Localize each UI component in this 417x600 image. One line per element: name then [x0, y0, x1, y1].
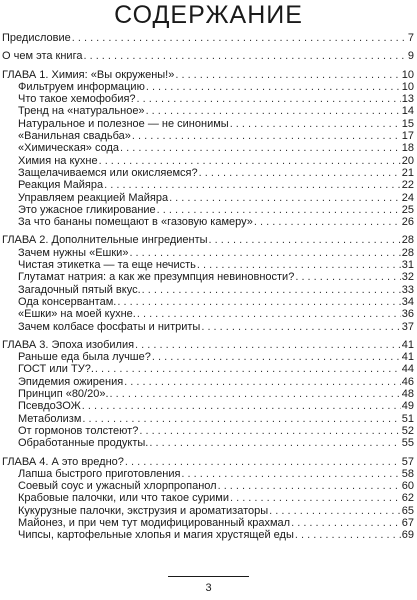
- toc-entry-section: [2, 118, 414, 130]
- toc-entry-page: 69: [401, 529, 414, 542]
- toc-dot-leader: [132, 130, 401, 142]
- toc-entry-title: «Ванильная свадьба»: [18, 130, 131, 143]
- toc-entry-title: Раньше еда была лучше?: [18, 351, 151, 364]
- toc-entry-section: [2, 517, 414, 529]
- toc-entry-page: 48: [401, 388, 414, 401]
- toc-dot-leader: [83, 50, 405, 62]
- toc-dot-leader: [110, 388, 401, 400]
- toc-dot-leader: [230, 492, 401, 504]
- toc-entry-page: 7: [407, 32, 414, 44]
- toc-dot-leader: [149, 437, 400, 449]
- toc-entry-section: [2, 296, 414, 308]
- toc-dot-leader: [152, 351, 401, 363]
- toc-dot-leader: [135, 339, 401, 351]
- toc-entry-page: 57: [401, 455, 414, 468]
- toc-entry-section: [2, 400, 414, 412]
- toc-dot-leader: [199, 167, 401, 179]
- toc-dot-leader: [209, 234, 401, 246]
- toc-entry-section: [2, 437, 414, 449]
- toc-entry-title: Майонез, и при чем тут модифицированный крахмал: [18, 516, 291, 529]
- toc-dot-leader: [125, 456, 401, 468]
- toc-dot-leader: [175, 69, 400, 81]
- toc-entry-section: [2, 388, 414, 400]
- toc-entry-title: Управляем реакцией Майяра: [18, 191, 169, 204]
- toc-entry-title: ГЛАВА 2. Дополнительные ингредиенты: [2, 234, 208, 247]
- toc-entry-page: 55: [401, 437, 414, 450]
- toc-entry-title: Реакция Майяра: [18, 179, 104, 192]
- toc-entry-title: Кукурузные палочки, экструзия и ароматизаторы: [18, 504, 269, 517]
- toc-entry-page: 21: [401, 166, 414, 179]
- toc-entry-page: 36: [401, 308, 414, 321]
- toc-dot-leader: [129, 247, 400, 259]
- toc-dot-leader: [254, 216, 401, 228]
- toc-entry-section: [2, 179, 414, 191]
- toc-entry-title: За что бананы помещают в «газовую камеру»: [18, 216, 253, 229]
- toc-dot-leader: [117, 296, 400, 308]
- toc-entry-page: 24: [401, 191, 414, 204]
- toc-entry-section: [2, 425, 414, 437]
- toc-entry-section: [2, 204, 414, 216]
- toc-entry-section: [2, 308, 414, 320]
- toc-entry-section: [2, 529, 414, 541]
- toc-entry-page: 9: [407, 50, 414, 63]
- toc-entry-section: [2, 259, 414, 271]
- toc-dot-leader: [124, 376, 401, 388]
- toc-dot-leader: [230, 118, 401, 130]
- toc-entry-title: Зачем колбасе фосфаты и нитриты: [18, 320, 201, 333]
- toc-entry-title: Предисловие: [2, 32, 71, 44]
- toc-entry-page: 25: [401, 203, 414, 216]
- toc-dot-leader: [201, 321, 400, 333]
- toc-entry-title: Метаболизм: [18, 412, 82, 425]
- toc-entry-section: [2, 492, 414, 504]
- toc-entry-title: «Ешки» на моей кухне.: [18, 308, 136, 321]
- toc-entry-chapter: [2, 456, 414, 468]
- toc-entry-page: 28: [401, 246, 414, 259]
- toc-entry-page: 44: [401, 363, 414, 376]
- toc-entry-section: [2, 376, 414, 388]
- toc-dot-leader: [95, 363, 401, 375]
- toc-entry-title: О чем эта книга: [2, 50, 83, 63]
- toc-dot-leader: [137, 308, 401, 320]
- toc-entry-title: «Химическая» сода: [18, 142, 119, 155]
- toc-entry-title: Что такое хемофобия?: [18, 93, 136, 106]
- toc-entry-section: [2, 105, 414, 117]
- toc-entry-section: [2, 321, 414, 333]
- toc-entry-page: 51: [401, 412, 414, 425]
- toc-list: [2, 32, 414, 542]
- toc-entry-title: Фильтруем информацию: [18, 80, 145, 93]
- toc-entry-title: Химия на кухне: [18, 154, 98, 167]
- toc-entry-title: Загадочный пятый вкус.: [18, 283, 141, 296]
- toc-entry-page: 33: [401, 283, 414, 296]
- toc-entry-page: 14: [401, 105, 414, 118]
- toc-entry-section: [2, 363, 414, 375]
- toc-entry-title: Чистая этикетка — та еще нечисть: [18, 259, 196, 272]
- toc-entry-page: 49: [401, 400, 414, 413]
- toc-entry-page: 62: [401, 492, 414, 505]
- toc-entry-section: [2, 413, 414, 425]
- toc-dot-leader: [120, 142, 401, 154]
- toc-entry-page: 41: [401, 338, 414, 351]
- toc-entry-section: [2, 247, 414, 259]
- toc-entry-page: 46: [401, 375, 414, 388]
- toc-entry-page: 13: [401, 93, 414, 106]
- toc-entry-section: [2, 81, 414, 93]
- toc-entry-page: 22: [401, 179, 414, 192]
- toc-entry-section: [2, 155, 414, 167]
- toc-entry-page: 18: [401, 142, 414, 155]
- toc-entry-title: Соевый соус и ужасный хлорпропанол: [18, 480, 217, 493]
- toc-entry-title: Зачем нужны «Ешки»: [18, 246, 129, 259]
- toc-title: СОДЕРЖАНИЕ: [114, 1, 303, 29]
- toc-dot-leader: [82, 400, 401, 412]
- toc-entry-page: 65: [401, 504, 414, 517]
- toc-dot-leader: [146, 105, 401, 117]
- toc-entry-page: 58: [401, 467, 414, 480]
- toc-entry-page: 32: [401, 271, 414, 284]
- toc-entry-title: Эпидемия ожирения: [18, 375, 124, 388]
- toc-entry-section: [2, 216, 414, 228]
- toc-entry-chapter: [2, 69, 414, 81]
- toc-entry-title: Натуральное и полезное — не синонимы: [18, 117, 229, 130]
- toc-entry-page: 41: [401, 351, 414, 364]
- toc-entry-page: 60: [401, 480, 414, 493]
- toc-entry-section: [2, 167, 414, 179]
- toc-dot-leader: [218, 480, 401, 492]
- toc-entry-title: Глутамат натрия: а как же презумпция невиновности?: [18, 271, 295, 284]
- toc-dot-leader: [142, 284, 401, 296]
- toc-entry-chapter: [2, 32, 414, 44]
- footer-divider: [168, 576, 249, 577]
- toc-entry-section: [2, 284, 414, 296]
- toc-dot-leader: [139, 425, 400, 437]
- toc-entry-title: ГЛАВА 1. Химия: «Вы окружены!»: [2, 68, 175, 81]
- toc-entry-section: [2, 93, 414, 105]
- toc-entry-page: 37: [401, 320, 414, 333]
- toc-entry-page: 31: [401, 259, 414, 272]
- toc-entry-section: [2, 505, 414, 517]
- toc-entry-title: Защелачиваемся или окисляемся?: [18, 166, 198, 179]
- toc-entry-title: ГЛАВА 3. Эпоха изобилия: [2, 338, 135, 351]
- toc-entry-page: 67: [401, 516, 414, 529]
- toc-entry-section: [2, 351, 414, 363]
- toc-entry-page: 20: [401, 154, 414, 167]
- toc-entry-page: 17: [401, 130, 414, 143]
- toc-entry-page: 28: [401, 234, 414, 247]
- toc-entry-title: Ода консервантам.: [18, 295, 117, 308]
- toc-entry-title: Крабовые палочки, или что такое сурими: [18, 492, 229, 505]
- toc-entry-title: Тренд на «натуральное»: [18, 105, 145, 118]
- toc-dot-leader: [137, 93, 401, 105]
- toc-entry-title: ГЛАВА 4. А это вредно?: [2, 455, 124, 468]
- toc-dot-leader: [291, 517, 401, 529]
- toc-entry-section: [2, 142, 414, 154]
- toc-entry-title: От гормонов толстеют?: [18, 424, 139, 437]
- toc-entry-title: ГОСТ или ТУ?.: [18, 363, 94, 376]
- toc-dot-leader: [197, 259, 401, 271]
- toc-entry-page: 10: [401, 80, 414, 93]
- toc-dot-leader: [146, 81, 401, 93]
- toc-entry-page: 34: [401, 295, 414, 308]
- toc-dot-leader: [295, 271, 400, 283]
- toc-entry-title: Чипсы, картофельные хлопья и магия хрустящей еды: [18, 529, 294, 542]
- toc-dot-leader: [181, 468, 400, 480]
- toc-dot-leader: [104, 179, 401, 191]
- toc-entry-page: 26: [401, 216, 414, 229]
- toc-entry-page: 15: [401, 117, 414, 130]
- toc-entry-title: ПсевдоЗОЖ: [18, 400, 81, 413]
- toc-dot-leader: [295, 529, 401, 541]
- toc-entry-title: Это ужасное гликирование: [18, 203, 156, 216]
- page-number: 3: [205, 582, 212, 594]
- toc-entry-chapter: [2, 50, 414, 62]
- toc-entry-section: [2, 130, 414, 142]
- toc-entry-chapter: [2, 234, 414, 246]
- toc-entry-title: Принцип «80/20».: [18, 388, 109, 401]
- toc-entry-page: 10: [401, 68, 414, 81]
- toc-entry-section: [2, 468, 414, 480]
- toc-dot-leader: [72, 32, 405, 44]
- toc-entry-chapter: [2, 339, 414, 351]
- toc-entry-page: 52: [401, 424, 414, 437]
- toc-dot-leader: [99, 155, 401, 167]
- toc-entry-title: Обработанные продукты.: [18, 437, 149, 450]
- toc-dot-leader: [269, 505, 401, 517]
- toc-dot-leader: [169, 192, 401, 204]
- toc-entry-section: [2, 271, 414, 283]
- toc-dot-leader: [82, 413, 400, 425]
- toc-entry-title: Лапша быстрого приготовления: [18, 467, 181, 480]
- toc-dot-leader: [157, 204, 401, 216]
- toc-entry-section: [2, 192, 414, 204]
- toc-entry-section: [2, 480, 414, 492]
